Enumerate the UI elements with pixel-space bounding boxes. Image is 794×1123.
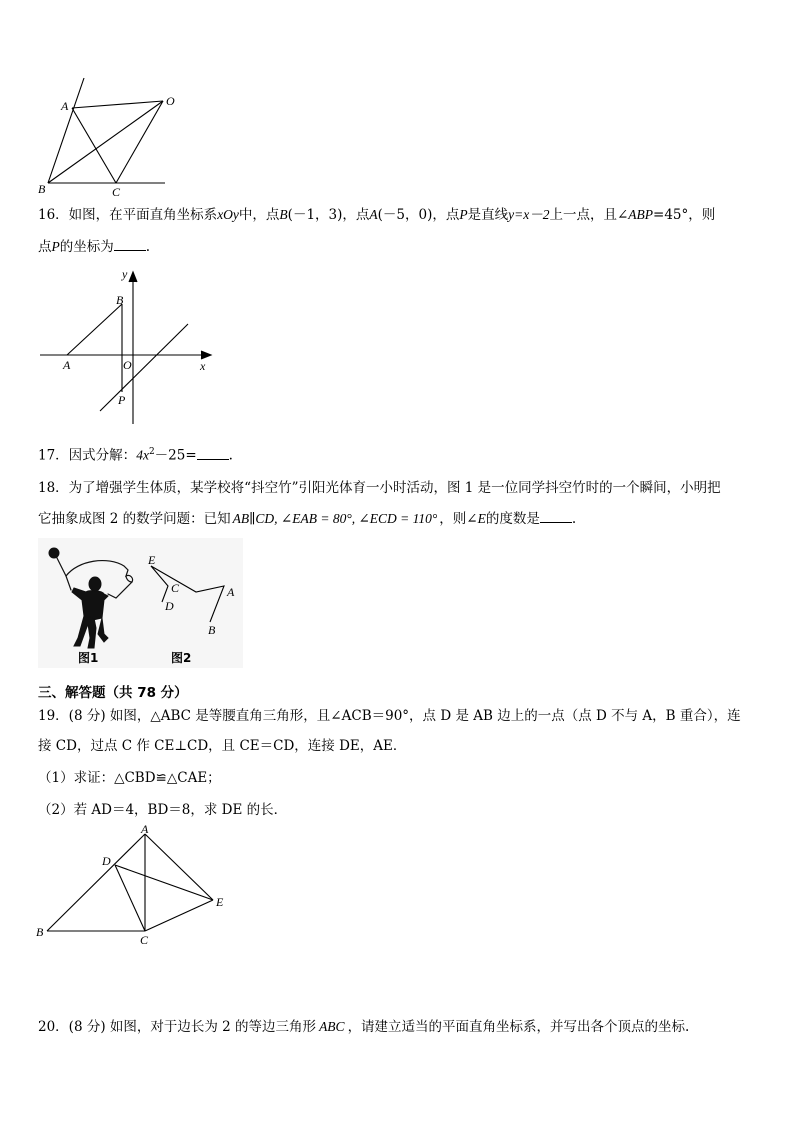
fig16-label-O: O bbox=[123, 358, 132, 372]
figure-q19 bbox=[30, 820, 240, 950]
question-19-part1: （1）求证：△CBD≌△CAE； bbox=[38, 770, 221, 786]
fig18-label-E: E bbox=[148, 553, 156, 567]
fig15-segment-AO bbox=[72, 101, 163, 108]
fig19-label-A: A bbox=[141, 822, 149, 836]
fig18-label-D: D bbox=[165, 599, 174, 613]
fig19-segment-DE bbox=[115, 865, 213, 900]
fig15-segment-BO bbox=[48, 101, 163, 183]
fig15-line-through-A bbox=[48, 78, 84, 183]
fig19-segment-BA bbox=[47, 834, 145, 931]
fig16-segment-AB bbox=[67, 304, 122, 355]
question-16-line2: 点P的坐标为 . bbox=[38, 236, 150, 257]
question-19-part2: （2）若 AD＝4，BD＝8，求 DE 的长． bbox=[38, 802, 288, 818]
fig19-segment-AE bbox=[145, 834, 213, 900]
figure-q16-coordinate-plane bbox=[36, 264, 221, 429]
question-18-line1: 18．为了增强学生体质，某学校将“抖空竹”引阳光体育一小时活动，图 1 是一位同学抖空竹时的一个瞬间，小明把 bbox=[38, 480, 721, 496]
fig19-label-C: C bbox=[140, 933, 149, 947]
section-3-title: 三、解答题（共 78 分） bbox=[38, 685, 188, 701]
fig19-label-E: E bbox=[216, 895, 224, 909]
fig19-segment-CE bbox=[145, 900, 213, 931]
fig18-label-C: C bbox=[171, 581, 180, 595]
question-16-line1: 16．如图，在平面直角坐标系xOy中，点B(－1，3)，点A(－5，0)，点P是直线y=x－2上一点，且∠ABP=45°，则 bbox=[38, 207, 716, 223]
fig16-x-arrow bbox=[201, 351, 211, 359]
fig15-segment-CO bbox=[116, 101, 163, 183]
fig15-label-B: B bbox=[38, 182, 46, 196]
answer-blank-18[interactable] bbox=[540, 508, 572, 523]
question-19-line1: 19．(8 分) 如图，△ABC 是等腰直角三角形，且∠ACB＝90°，点 D 是 AB 边上的一点（点 D 不与 A，B 重合），连 bbox=[38, 708, 741, 724]
fig19-segment-CD bbox=[115, 865, 145, 931]
fig16-label-A: A bbox=[63, 358, 71, 372]
fig19-label-D: D bbox=[102, 854, 111, 868]
fig18-caption-figure2: 图2 bbox=[171, 651, 192, 665]
question-19-line2: 接 CD，过点 C 作 CE⊥CD，且 CE＝CD，连接 DE，AE． bbox=[38, 738, 407, 754]
fig16-label-P: P bbox=[118, 393, 126, 407]
answer-blank-17[interactable] bbox=[197, 445, 229, 460]
fig18-caption-figure1: 图1 bbox=[78, 651, 99, 665]
fig18-label-A: A bbox=[227, 585, 235, 599]
fig16-y-arrow bbox=[129, 272, 137, 282]
fig15-label-O: O bbox=[166, 94, 175, 108]
fig16-line-y-eq-x-minus-2 bbox=[100, 324, 188, 411]
figure-q15 bbox=[30, 72, 180, 202]
answer-blank-16[interactable] bbox=[114, 236, 146, 251]
fig16-label-y: y bbox=[122, 267, 128, 281]
fig15-segment-AC bbox=[72, 108, 116, 183]
fig18-background bbox=[38, 538, 243, 668]
question-20: 20．(8 分) 如图，对于边长为 2 的等边三角形 ABC ，请建立适当的平面直角坐标系，并写出各个顶点的坐标. bbox=[38, 1019, 690, 1035]
fig19-label-B: B bbox=[36, 925, 44, 939]
question-18-line2: 它抽象成图 2 的数学问题：已知 AB∥CD, ∠EAB = 80°, ∠ECD = 110° ，则∠E的度数是 . bbox=[38, 508, 576, 529]
figure-q18 bbox=[38, 538, 243, 668]
fig15-label-A: A bbox=[61, 99, 69, 113]
fig15-label-C: C bbox=[112, 185, 121, 199]
fig16-label-B: B bbox=[116, 293, 124, 307]
fig18-label-B: B bbox=[208, 623, 216, 637]
fig16-label-x: x bbox=[200, 359, 206, 373]
question-17: 17．因式分解：$4x^2-25=$ . bbox=[38, 442, 233, 466]
